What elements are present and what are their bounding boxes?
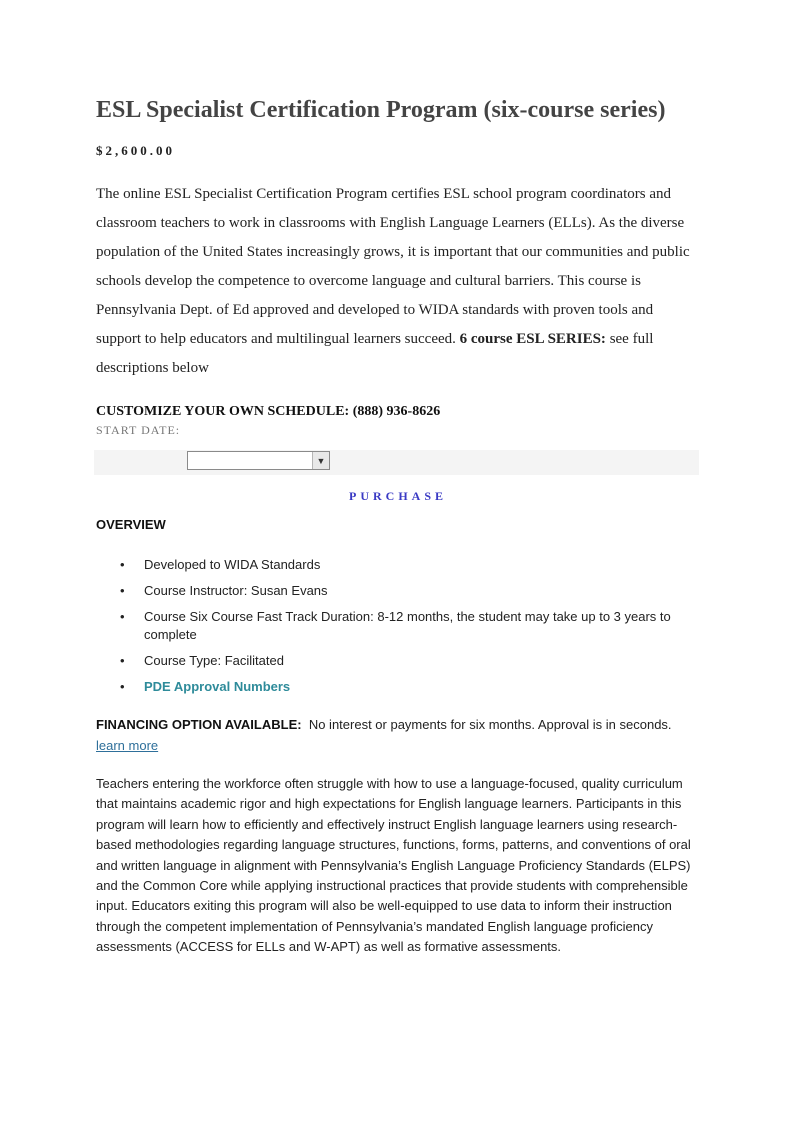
description-paragraph: Teachers entering the workforce often struggle with how to use a language-focused, quality curriculum that maintains academic rigor and high expectations for English language learners. Participants in this program will learn how to efficiently and effectively instruct English language learners using research-based methodologies regarding language structures, functions, forms, patterns, and conventions of oral and written language in alignment with Pennsylvania’s English Language Proficiency Standards (ELPS) and the Common Core while applying instructional practices that provide students with comprehensible input. Educators exiting this program will also be well-equipped to use data to inform their instruction through the competent implementation of Pennsylvania’s mandated English language proficiency assessments (ACCESS for ELLs and W-APT) as well as formative assessments.: [96, 776, 691, 955]
start-date-select[interactable]: [187, 451, 330, 470]
overview-heading: OVERVIEW: [96, 517, 166, 532]
list-item-text: Course Six Course Fast Track Duration: 8-12 months, the student may take up to 3 years to complete: [144, 609, 671, 642]
purchase-button[interactable]: PURCHASE: [348, 489, 447, 503]
chevron-down-icon[interactable]: ▼: [312, 452, 329, 469]
bullet-icon: •: [120, 609, 125, 624]
intro-tail: see full descriptions below: [96, 331, 654, 376]
intro-paragraph: [96, 180, 700, 383]
list-item-text: Developed to WIDA Standards: [144, 557, 321, 572]
intro-bold: 6 course ESL SERIES:: [459, 331, 606, 347]
bullet-icon: •: [120, 557, 125, 572]
bullet-icon: •: [120, 679, 125, 694]
customize-schedule-label: CUSTOMIZE YOUR OWN SCHEDULE: (888) 936-8626: [96, 404, 441, 419]
financing-text: No interest or payments for six months. Approval is in seconds.: [308, 717, 672, 732]
page-title: ESL Specialist Certification Program (six-course series): [96, 97, 666, 123]
price: $2,600.00: [96, 143, 175, 158]
start-date-label: START DATE:: [96, 423, 181, 437]
learn-more-link[interactable]: learn more: [96, 738, 159, 753]
bullet-icon: •: [120, 583, 125, 598]
financing-note: [96, 714, 700, 756]
bullet-icon: •: [120, 653, 125, 668]
start-date-bar: [94, 450, 699, 475]
list-item-text: Course Type: Facilitated: [144, 653, 284, 668]
list-item-text: Course Instructor: Susan Evans: [144, 583, 328, 598]
pde-approval-link[interactable]: PDE Approval Numbers: [144, 679, 291, 694]
financing-label: FINANCING OPTION AVAILABLE:: [96, 717, 302, 732]
intro-text: The online ESL Specialist Certification Program certifies ESL school program coordinators and classroom teachers to work in classrooms with English Language Learners (ELLs). As the diverse population of the United States increasingly grows, it is important that our communities and public schools develop the competence to overcome language and cultural barriers. This course is Pennsylvania Dept. of Ed approved and developed to WIDA standards with proven tools and support to help educators and multilingual learners succeed.: [96, 186, 690, 347]
